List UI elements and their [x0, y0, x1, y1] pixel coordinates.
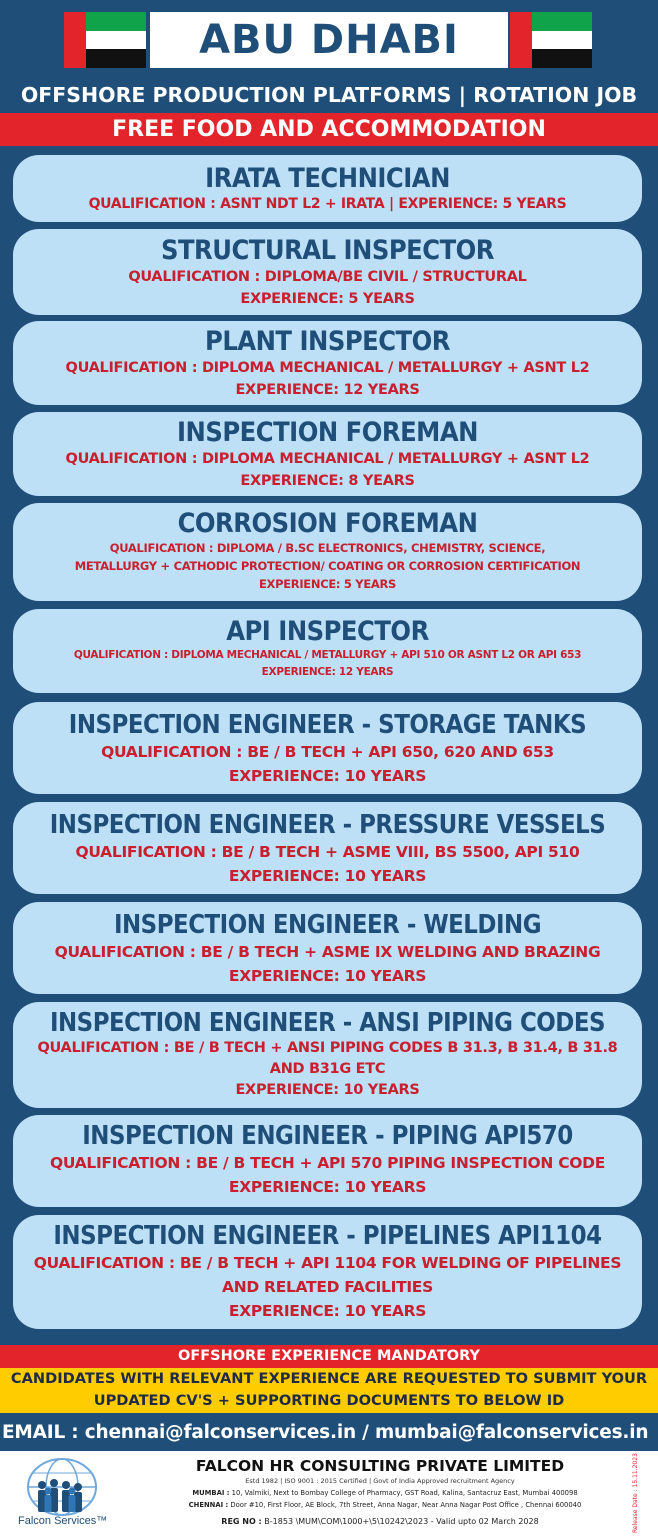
submit-notice: [0, 1368, 658, 1413]
job-title: PLANT INSPECTOR: [205, 326, 450, 357]
job-card-structural-inspector: [13, 229, 642, 315]
job-qualification: QUALIFICATION : BE / B TECH + API 570 PIPING INSPECTION CODE: [49, 1154, 606, 1172]
registration-number: REG NO : B-1853 \MUM\COM\1000+\5\10242\2023 - Valid upto 02 March 2028: [221, 1517, 539, 1526]
company-name: FALCON HR CONSULTING PRIVATE LIMITED: [195, 1457, 565, 1475]
job-title: STRUCTURAL INSPECTOR: [160, 235, 495, 266]
job-experience: EXPERIENCE: 10 YEARS: [228, 867, 427, 885]
footer: [0, 1451, 658, 1536]
job-card-pressure-vessels: [13, 802, 642, 894]
job-experience: EXPERIENCE: 10 YEARS: [235, 1082, 420, 1098]
job-qualification: QUALIFICATION : BE / B TECH + ANSI PIPING CODES B 31.3, B 31.4, B 31.8: [37, 1040, 618, 1056]
release-date: Release Date : 15.11.2023: [632, 1453, 639, 1533]
logo-text: Falcon Services™: [18, 1515, 108, 1527]
job-title: CORROSION FOREMAN: [177, 508, 478, 539]
submit-line-2: UPDATED CV'S + SUPPORTING DOCUMENTS TO BELOW ID: [93, 1392, 565, 1409]
job-experience: EXPERIENCE: 8 YEARS: [240, 473, 415, 489]
job-qualification: QUALIFICATION : DIPLOMA/BE CIVIL / STRUCTURAL: [128, 269, 527, 285]
job-subtitle: OFFSHORE PRODUCTION PLATFORMS | ROTATION JOB: [20, 83, 638, 107]
job-experience: EXPERIENCE: 12 YEARS: [235, 382, 420, 398]
company-credentials: Estd 1982 | ISO 9001 : 2015 Certified | Govt of India Approved recruitment Agency: [245, 1477, 515, 1485]
submit-line-1: CANDIDATES WITH RELEVANT EXPERIENCE ARE REQUESTED TO SUBMIT YOUR: [10, 1370, 648, 1387]
job-qualification: QUALIFICATION : DIPLOMA MECHANICAL / METALLURGY + API 510 OR ASNT L2 OR API 653: [73, 649, 582, 661]
job-card-inspection-foreman: [13, 412, 642, 496]
job-card-welding: [13, 902, 642, 994]
mandatory-banner: OFFSHORE EXPERIENCE MANDATORY: [0, 1345, 658, 1368]
header-band: [0, 0, 658, 75]
mumbai-address: MUMBAI : 10, Valmiki, Next to Bombay College of Pharmacy, GST Road, Kalina, Santacruz East, Mumbai 400098: [192, 1489, 578, 1497]
job-card-storage-tanks: [13, 702, 642, 794]
job-qualification: QUALIFICATION : DIPLOMA MECHANICAL / METALLURGY + ASNT L2: [65, 451, 590, 467]
job-title: INSPECTION ENGINEER - PIPING API570: [82, 1121, 573, 1151]
job-card-irata-technician: [13, 155, 642, 222]
chennai-address: CHENNAI : Door #10, First Floor, AE Block, 7th Street, Anna Nagar, Near Anna Nagar Post Office , Chennai 600040: [188, 1501, 582, 1509]
job-qualification: QUALIFICATION : BE / B TECH + API 1104 FOR WELDING OF PIPELINES: [33, 1254, 622, 1272]
job-qualification: QUALIFICATION : BE / B TECH + ASME VIII, BS 5500, API 510: [75, 843, 580, 861]
job-qualification: QUALIFICATION : DIPLOMA MECHANICAL / METALLURGY + ASNT L2: [65, 360, 590, 376]
job-title: INSPECTION ENGINEER - ANSI PIPING CODES: [49, 1008, 606, 1038]
job-experience: EXPERIENCE: 5 YEARS: [240, 291, 415, 307]
job-card-api-inspector: [13, 609, 642, 693]
job-qualification-cont: AND RELATED FACILITIES: [222, 1278, 433, 1296]
job-title: INSPECTION ENGINEER - PIPELINES API1104: [53, 1221, 602, 1251]
job-qualification: QUALIFICATION : BE / B TECH + ASME IX WELDING AND BRAZING: [54, 943, 601, 961]
job-qualification: QUALIFICATION : BE / B TECH + API 650, 620 AND 653: [101, 743, 554, 761]
job-qualification-cont: AND B31G ETC: [269, 1061, 386, 1077]
uae-flag-right-icon: [510, 12, 592, 68]
job-card-piping-api570: [13, 1115, 642, 1207]
job-experience: EXPERIENCE: 10 YEARS: [228, 767, 427, 785]
job-title: INSPECTION ENGINEER - STORAGE TANKS: [68, 710, 587, 740]
job-experience: EXPERIENCE: 10 YEARS: [228, 1302, 427, 1320]
job-title: IRATA TECHNICIAN: [205, 163, 450, 194]
job-qualification: QUALIFICATION : ASNT NDT L2 + IRATA | EXPERIENCE: 5 YEARS: [88, 196, 567, 212]
job-experience: EXPERIENCE: 10 YEARS: [228, 967, 427, 985]
job-title: API INSPECTOR: [226, 616, 429, 647]
job-experience: EXPERIENCE: 5 YEARS: [258, 577, 397, 591]
email-contact[interactable]: EMAIL : chennai@falconservices.in / mumbai@falconservices.in: [2, 1422, 649, 1443]
job-qualification-cont: METALLURGY + CATHODIC PROTECTION/ COATING OR CORROSION CERTIFICATION: [74, 559, 581, 573]
job-card-pipelines-api1104: [13, 1215, 642, 1329]
page-title: ABU DHABI: [150, 12, 508, 68]
job-experience: EXPERIENCE: 10 YEARS: [228, 1178, 427, 1196]
job-card-plant-inspector: [13, 321, 642, 405]
job-card-ansi-piping-codes: [13, 1002, 642, 1108]
job-qualification: QUALIFICATION : DIPLOMA / B.SC ELECTRONICS, CHEMISTRY, SCIENCE,: [109, 541, 546, 555]
job-card-corrosion-foreman: [13, 503, 642, 601]
perk-banner: FREE FOOD AND ACCOMMODATION: [0, 113, 658, 146]
job-title: INSPECTION FOREMAN: [177, 417, 478, 448]
job-title: INSPECTION ENGINEER - PRESSURE VESSELS: [49, 810, 606, 840]
job-experience: EXPERIENCE: 12 YEARS: [261, 666, 394, 678]
uae-flag-left-icon: [64, 12, 146, 68]
job-title: INSPECTION ENGINEER - WELDING: [113, 910, 542, 940]
